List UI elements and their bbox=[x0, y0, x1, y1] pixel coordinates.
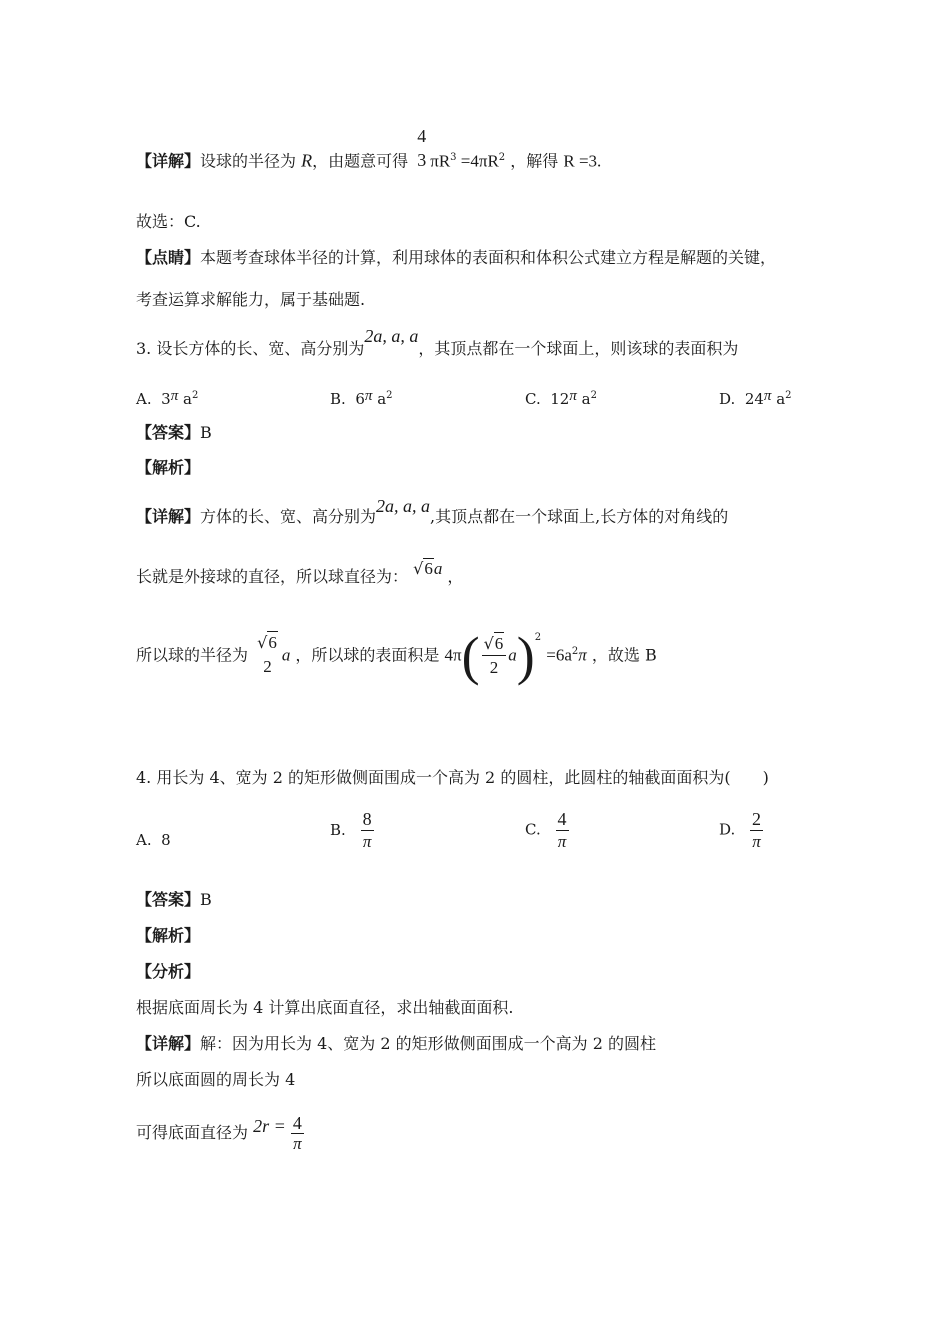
q4-method-tag: 【分析】 bbox=[136, 962, 201, 981]
choose-line: 故选：C. bbox=[136, 212, 201, 231]
option-label: A. bbox=[136, 831, 152, 849]
q3-analysis-tag: 【解析】 bbox=[136, 458, 201, 477]
result: =6a bbox=[546, 645, 572, 665]
q3-option-c[interactable]: C. 12π $a^2$ bbox=[525, 388, 597, 408]
detail-text: ，由题意可得 bbox=[312, 151, 409, 171]
inner-fraction: $\frac{√6}{2}$ bbox=[482, 632, 507, 680]
q3-option-d[interactable]: D. 24π $a^2$ bbox=[719, 388, 792, 408]
q4-answer bbox=[136, 890, 212, 910]
q4-option-a[interactable]: A. 8 bbox=[136, 831, 171, 849]
detail-text: ，解得 bbox=[510, 151, 559, 171]
stem-text: ，其顶点都在一个球面上，则该球的表面积为 bbox=[418, 339, 739, 358]
q3-detail-line-1: 【详解】方体的长、宽、高分别为2a, a, a,其顶点都在一个球面上,长方体的对角线的 bbox=[136, 496, 729, 526]
result-equation: R =3. bbox=[563, 151, 602, 171]
q3-option-b[interactable]: B. 6π $a^2$ bbox=[330, 388, 393, 408]
stem-text: 3. 设长方体的长、宽、高分别为 bbox=[136, 339, 365, 358]
q4-analysis-tag: 【解析】 bbox=[136, 926, 201, 945]
option-label: A. bbox=[136, 390, 152, 408]
detail-text: 设球的半径为 bbox=[200, 151, 297, 171]
coefficient: 4π bbox=[444, 645, 462, 665]
radius-fraction: √6 2 bbox=[257, 633, 277, 677]
radicand: 6 bbox=[424, 559, 433, 578]
dims-math: 2a, a, a bbox=[376, 496, 431, 516]
comment-line-1 bbox=[136, 248, 776, 268]
detail-tag: 【详解】 bbox=[136, 507, 201, 526]
option-fraction: $\frac{2}{\pi}$ bbox=[752, 809, 762, 851]
option-label: C. bbox=[525, 820, 541, 839]
option-label: D. bbox=[719, 390, 736, 408]
q3-detail-line-3: 所以球的半径为 √6 2 a ，所以球的表面积是 4π( $\frac{√6}{2}$ $a)^2 =6a^2\pi$ ，故选 B bbox=[136, 625, 657, 686]
comment-text: 本题考查球体半径的计算，利用球体的表面积和体积公式建立方程是解题的关键， bbox=[200, 248, 777, 267]
exponent-2: 2 bbox=[498, 152, 506, 163]
q4-option-d[interactable] bbox=[719, 808, 765, 853]
dims-math: 2a, a, a bbox=[364, 326, 419, 346]
q3-detail-line-2: 长就是外接球的直径，所以球直径为： √6a ， bbox=[136, 559, 464, 586]
fraction-4-3 bbox=[415, 124, 428, 172]
answer-tag: 【答案】 bbox=[136, 423, 201, 442]
q4-detail-line-1: 【详解】解：因为用长为 4、宽为 2 的矩形做侧面围成一个高为 2 的圆柱 bbox=[136, 1034, 656, 1053]
equation-right: =4πR bbox=[456, 151, 499, 171]
answer-value: B bbox=[200, 423, 212, 442]
q4-option-b[interactable] bbox=[330, 808, 376, 853]
q3-answer bbox=[136, 423, 212, 443]
diameter-fraction: $\frac{4}{\pi}$ bbox=[292, 1113, 302, 1153]
answer-value: B bbox=[200, 890, 212, 909]
option-label: B. bbox=[330, 390, 346, 408]
q4-option-c[interactable] bbox=[525, 808, 571, 853]
option-label: C. bbox=[525, 390, 541, 408]
q4-detail-line-3: 可得底面直径为 2r = $\frac{4}{\pi}$ bbox=[136, 1113, 302, 1153]
q4-detail-line-2: 所以底面圆的周长为 4 bbox=[136, 1070, 296, 1089]
q3-stem bbox=[136, 326, 739, 359]
q4-method: 根据底面周长为 4 计算出底面直径，求出轴截面面积. bbox=[136, 998, 514, 1017]
sqrt-expression: √6a bbox=[413, 559, 443, 578]
detail-tag: 【详解】 bbox=[136, 151, 201, 171]
option-label: B. bbox=[330, 820, 346, 839]
detail-tag: 【详解】 bbox=[136, 1034, 201, 1053]
exponent-3: 3 bbox=[450, 152, 457, 163]
equation-left: 2r = bbox=[253, 1116, 286, 1136]
fraction-numerator: 4 bbox=[417, 125, 427, 146]
option-label: D. bbox=[719, 820, 736, 839]
equation-left: πR bbox=[430, 151, 451, 171]
comment-tag: 【点睛】 bbox=[136, 248, 201, 267]
option-fraction: $\frac{4}{\pi}$ bbox=[557, 809, 567, 851]
q2-detail-line bbox=[136, 125, 602, 172]
fraction-denominator: 3 bbox=[417, 149, 427, 170]
comment-line-2: 考查运算求解能力，属于基础题. bbox=[136, 290, 366, 309]
q4-stem: 4. 用长为 4、宽为 2 的矩形做侧面围成一个高为 2 的圆柱，此圆柱的轴截面面积为( ) bbox=[136, 768, 769, 787]
option-fraction: $\frac{8}{\pi}$ bbox=[362, 809, 372, 851]
q3-option-a[interactable]: A. 3π $a^2$ bbox=[136, 388, 199, 408]
math-R: R bbox=[301, 150, 313, 171]
answer-tag: 【答案】 bbox=[136, 890, 201, 909]
